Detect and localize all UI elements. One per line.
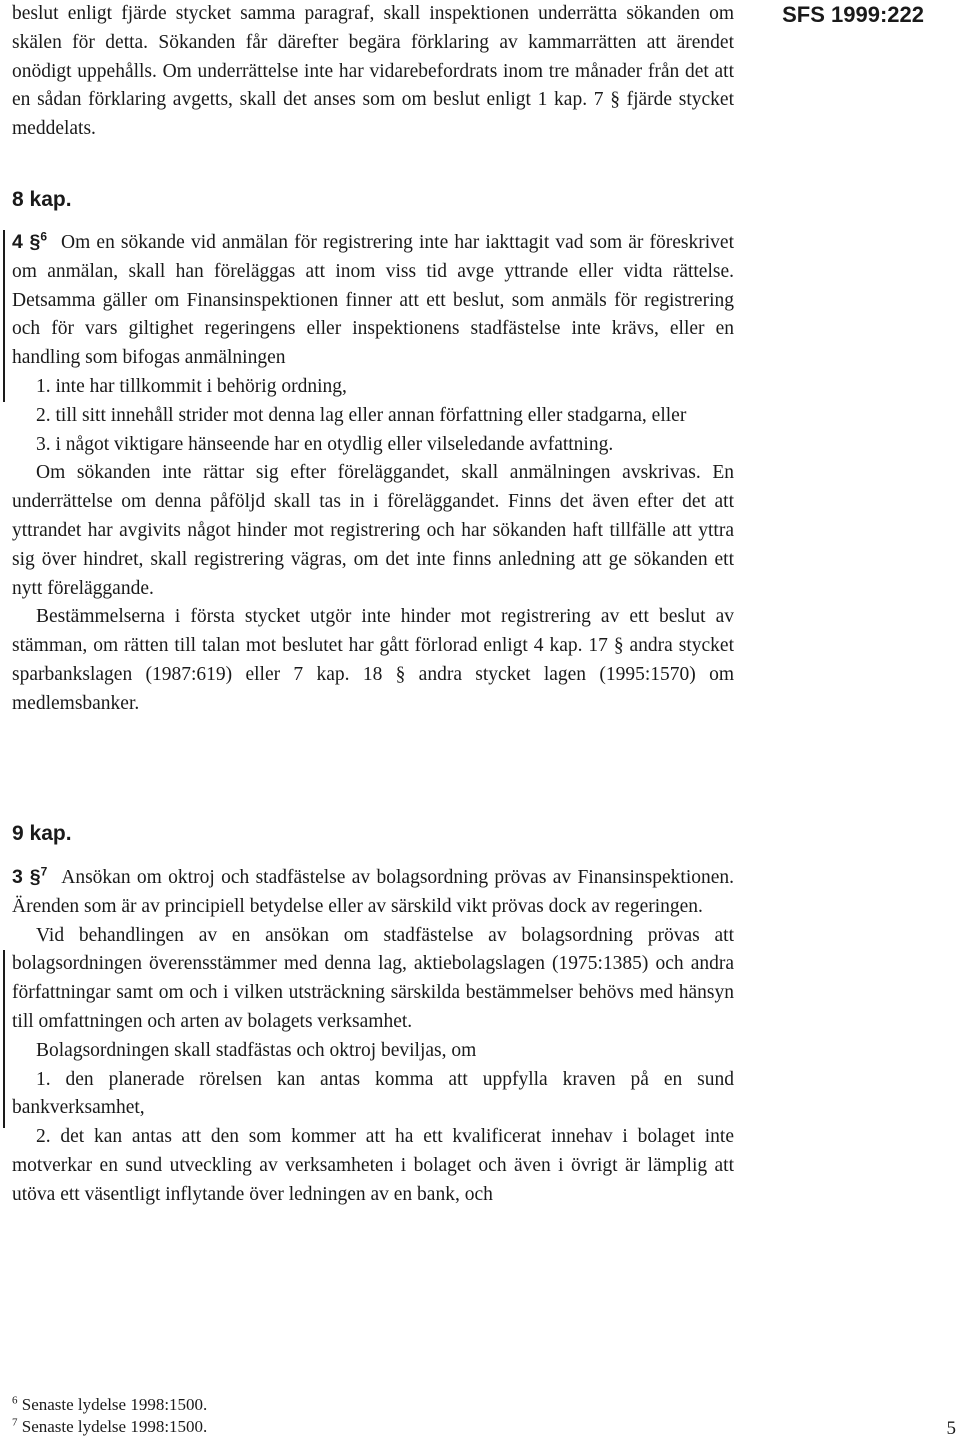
sfs-number-header: SFS 1999:222	[782, 2, 924, 27]
section-3-paragraph-1	[12, 863, 734, 922]
chapter-8-heading: 8 kap.	[12, 188, 72, 211]
section-3-paragraph-3: Bolagsordningen skall stadfästas och oktroj beviljas, om	[36, 1039, 477, 1061]
section-text: Ansökan om oktroj och stadfästelse av bolagsordning prövas av Finansinspektionen. Ärenden som är av principiell betydelse eller av särskild vikt prövas dock av regeringen.	[12, 867, 735, 917]
section-3-paragraph-2: Vid behandlingen av en ansökan om stadfästelse av bolagsordning prövas att bolagsordningen överensstämmer med denna lag, aktiebolagslagen (1975:1385) och andra författningar samt om och i vilken utsträckning särskilda bestämmelser behövs med hänsyn till omfattningen och arten av bolagets verksamhet.	[12, 924, 734, 1032]
intro-paragraph: beslut enligt fjärde stycket samma paragraf, skall inspektionen underrätta sökanden om skälen för detta. Sökanden får därefter begära förklaring av kammarrätten att ärendet onödigt uppehålls. Om underrättelse inte har vidarebefordrats inom tre månader från det att en sådan förklaring avgetts, skall det anses som om beslut enligt 1 kap. 7 § fjärde stycket meddelats.	[12, 3, 734, 140]
list-item: 1. den planerade rörelsen kan antas komma att uppfylla kraven på en sund bankverksamhet,	[12, 1068, 734, 1119]
chapter-9-section-3	[12, 863, 734, 1210]
change-bar	[3, 950, 5, 1128]
footnote-ref: 7	[40, 864, 48, 879]
change-bar	[3, 230, 5, 402]
section-4-paragraph-2: Om sökanden inte rättar sig efter föreläggandet, skall anmälningen avskrivas. En underrättelse om denna påföljd skall tas in i föreläggandet. Finns det även efter det att yttrandet har avgivits något hinder mot registrering och har sökanden haft tillfälle att yttra sig över hindret, skall registrering vägras, om det inte finns anledning att ge sökanden ett nytt föreläggande.	[12, 462, 734, 599]
page-number: 5	[946, 1418, 956, 1439]
section-text: Om en sökande vid anmälan för registrering inte har iakttagit vad som är föreskrivet om anmälan, skall han föreläggas att inom viss tid avge yttrande eller vidta rättelse. Detsamma gäller om Finansinspektionen finner att ett beslut, som anmäls för registrering och för vars giltighet regeringens eller inspektionens stadfästelse inte krävs, eller en handling som bifogas anmälningen	[12, 232, 734, 369]
section-number: 3 §$^7$	[12, 864, 48, 888]
section-4-paragraph-3: Bestämmelserna i första stycket utgör inte hinder mot registrering av ett beslut av stämman, om rätten till talan mot beslutet har gått förlorad enligt 4 kap. 17 § andra stycket sparbankslagen (1987:619) eller 7 kap. 18 § andra stycket lagen (1995:1570) om medlemsbanker.	[12, 606, 734, 714]
list-item: 2. det kan antas att den som kommer att ha ett kvalificerat innehav i bolaget inte motverkar en sund utveckling av verksamheten i bolaget och även i övrigt är lämplig att utöva ett väsentligt inflytande över ledningen av en bank, och	[12, 1126, 734, 1205]
section-number: 4 §$^6$	[12, 229, 48, 253]
chapter-9-heading: 9 kap.	[12, 822, 72, 845]
list-item: 3. i något viktigare hänseende har en otydlig eller vilseledande avfattning.	[36, 433, 614, 455]
footnotes	[12, 1394, 207, 1438]
chapter-8-section-4	[12, 228, 734, 719]
section-4-paragraph-1	[12, 228, 734, 373]
footnote: $^7$ Senaste lydelse 1998:1500.	[12, 1416, 208, 1436]
intro-text-block	[12, 0, 734, 144]
list-item: 2. till sitt innehåll strider mot denna lag eller annan författning eller stadgarna, eller	[36, 404, 687, 426]
footnote-ref: 6	[40, 229, 48, 244]
footnote: $^6$ Senaste lydelse 1998:1500.	[12, 1394, 208, 1414]
list-item: 1. inte har tillkommit i behörig ordning,	[36, 375, 347, 397]
